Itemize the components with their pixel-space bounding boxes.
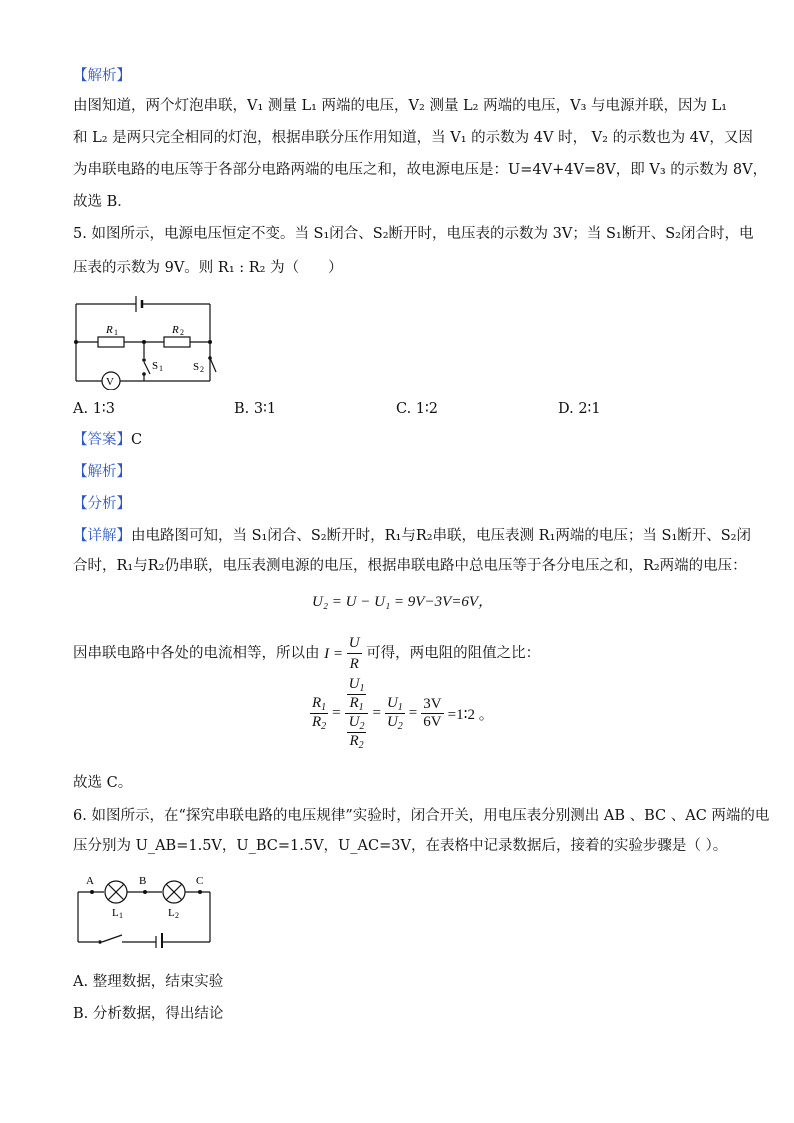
svg-text:2: 2 (200, 365, 204, 374)
lamp-l1-label: L (112, 907, 119, 919)
q5-detail-text-3b: 可得，两电阻的阻值之比： (366, 645, 541, 662)
point-c-label: C (196, 875, 204, 887)
answer-line (73, 430, 142, 450)
svg-text:1: 1 (114, 328, 118, 337)
q4-analysis-line-1: 由图知道，两个灯泡串联，V₁ 测量 L₁ 两端的电压，V₂ 测量 L₂ 两端的电压，V₃ 与电源并联，因为 L₁ (73, 98, 728, 114)
svg-text:1: 1 (159, 364, 163, 373)
q5-circuit-diagram (70, 290, 220, 390)
q5-option-d: D. 2∶1 (558, 401, 601, 417)
q5-detail-line-1 (73, 526, 751, 546)
q5-stem-line-2: 压表的示数为 9V。则 R₁ : R₂ 为（ ） (73, 260, 343, 276)
svg-text:2: 2 (180, 328, 184, 337)
q6-circuit-diagram (70, 870, 220, 948)
voltmeter-label: V (106, 376, 114, 388)
ohm-law-formula: I = $\frac{U}{R}$ (324, 635, 360, 672)
q5-option-c: C. 1∶2 (396, 401, 439, 417)
q6-option-b: B. 分析数据，得出结论 (73, 1006, 224, 1022)
analysis-tag: 【解析】 (73, 68, 131, 84)
svg-text:1: 1 (119, 911, 123, 920)
svg-text:2: 2 (175, 911, 179, 920)
q5-detail-text-3a: 因串联电路中各处的电流相等，所以由 (73, 645, 320, 662)
r2-label: R (172, 324, 179, 336)
q5-stem-line-1: 5. 如图所示，电源电压恒定不变。当 S₁闭合、S₂断开时，电压表的示数为 3V；当 S₁断开、S₂闭合时，电 (73, 226, 754, 242)
q4-analysis-line-4: 故选 B． (73, 194, 132, 210)
q5-detail-text-1: 由电路图可知，当 S₁闭合、S₂断开时，R₁与R₂串联，电压表测 R₁两端的电压；当 S₁断开、S₂闭 (131, 528, 751, 544)
answer-tag: 【答案】 (73, 432, 131, 448)
q6-option-a: A. 整理数据，结束实验 (73, 974, 224, 990)
ratio-result: =1∶2 。 (447, 707, 494, 723)
s2-label: S (193, 361, 200, 373)
equation-u2: U₂ = U − U₁ = 9V−3V=6V， (312, 594, 494, 610)
q4-analysis-line-3: 为串联电路的电压等于各部分电路两端的电压之和，故电源电压是：U=4V+4V=8V，即 V₃ 的示数为 8V， (73, 162, 768, 178)
q5-detail-line-3 (73, 633, 540, 674)
equation-ratio: $\frac{R_1}{R_2}$ = $\frac{\frac{U_1}{R_1}}{\frac{U_2}{R_2}}$ = $\frac{U_1}{U_2}$ = $\frac{3V}{6V}$ =1∶2 。 (312, 676, 494, 751)
q4-analysis-line-2: 和 L₂ 是两只完全相同的灯泡，根据串联分压作用知道，当 V₁ 的示数为 4V 时， V₂ 的示数也为 4V，又因 (73, 130, 753, 146)
q6-stem-line-1: 6. 如图所示，在“探究串联电路的电压规律”实验时，闭合开关，用电压表分别测出 AB 、BC 、AC 两端的电 (73, 808, 770, 824)
q5-detail-line-2: 合时，R₁与R₂仍串联，电压表测电源的电压，根据串联电路中总电压等于各分电压之和，R₂两端的电压： (73, 558, 747, 574)
q5-option-b: B. 3∶1 (234, 401, 277, 417)
answer-value: C (131, 432, 143, 448)
point-a-label: A (86, 875, 94, 887)
q5-option-a: A. 1∶3 (73, 401, 115, 417)
fenxi-tag: 【分析】 (73, 496, 131, 512)
analysis-tag-2: 【解析】 (73, 464, 131, 480)
point-b-label: B (139, 875, 147, 887)
q5-conclusion: 故选 C。 (73, 775, 133, 791)
r1-label: R (106, 324, 113, 336)
detail-tag: 【详解】 (73, 528, 131, 544)
lamp-l2-label: L (168, 907, 175, 919)
s1-label: S (152, 360, 159, 372)
q6-stem-line-2: 压分别为 U_AB=1.5V，U_BC=1.5V，U_AC=3V，在表格中记录数据后，接着的实验步骤是（ ）。 (73, 838, 728, 854)
